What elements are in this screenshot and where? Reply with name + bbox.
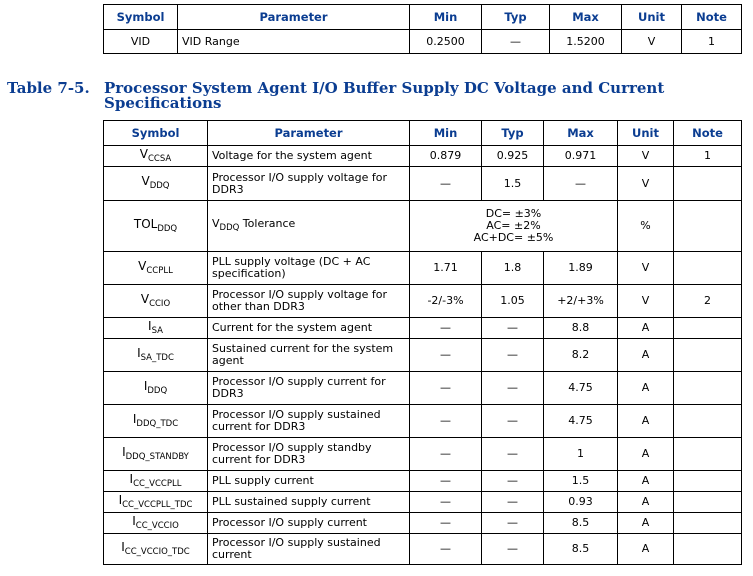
- cell-symbol: $I_{DDQ\_TDC}$: [104, 405, 208, 438]
- header-min: Min: [410, 5, 482, 30]
- cell-min: —: [410, 534, 482, 565]
- header-note: Note: [682, 5, 742, 30]
- cell-parameter: Processor I/O supply sustained current for DDR3: [208, 405, 410, 438]
- cell-min: —: [410, 339, 482, 372]
- cell-max: 8.2: [544, 339, 618, 372]
- table-number: Table 7-5.: [7, 79, 90, 97]
- cell-symbol: $I_{CC\_VCCIO}$: [104, 513, 208, 534]
- cell-max: 4.75: [544, 372, 618, 405]
- table-row: [104, 534, 742, 565]
- cell-parameter: Processor I/O supply sustained current: [208, 534, 410, 565]
- table-row: [104, 252, 742, 285]
- cell-symbol: $I_{SA\_TDC}$: [104, 339, 208, 372]
- cell-symbol: $I_{DDQ}$: [104, 372, 208, 405]
- table-row: [104, 405, 742, 438]
- cell-parameter: PLL supply voltage (DC + AC specification): [208, 252, 410, 285]
- cell-min: —: [410, 405, 482, 438]
- cell-parameter: PLL supply current: [208, 471, 410, 492]
- cell-typ: —: [482, 30, 550, 54]
- cell-typ: 1.8: [482, 252, 544, 285]
- table-row: [104, 372, 742, 405]
- cell-note: [674, 372, 742, 405]
- cell-symbol: $I_{DDQ\_STANDBY}$: [104, 438, 208, 471]
- cell-note: [674, 201, 742, 252]
- cell-note: [674, 405, 742, 438]
- table-row: [104, 339, 742, 372]
- cell-note: [674, 438, 742, 471]
- cell-max: 1.89: [544, 252, 618, 285]
- cell-min: 1.71: [410, 252, 482, 285]
- spec-table: [103, 120, 742, 565]
- cell-max: 8.8: [544, 318, 618, 339]
- cell-symbol: $I_{CC\_VCCIO\_TDC}$: [104, 534, 208, 565]
- cell-symbol: $V_{CCSA}$: [104, 146, 208, 167]
- cell-unit: A: [618, 513, 674, 534]
- header-row: [104, 121, 742, 146]
- header-parameter: Parameter: [178, 5, 410, 30]
- cell-note: 1: [682, 30, 742, 54]
- cell-max: 0.93: [544, 492, 618, 513]
- cell-unit: A: [618, 318, 674, 339]
- cell-typ: —: [482, 513, 544, 534]
- vid-table: [103, 4, 742, 54]
- cell-note: [674, 167, 742, 201]
- cell-max: 0.971: [544, 146, 618, 167]
- cell-parameter: Processor I/O supply current for DDR3: [208, 372, 410, 405]
- cell-symbol: $V_{CCPLL}$: [104, 252, 208, 285]
- cell-max: 1.5: [544, 471, 618, 492]
- cell-symbol: $I_{CC\_VCCPLL}$: [104, 471, 208, 492]
- cell-unit: A: [618, 405, 674, 438]
- cell-min: —: [410, 438, 482, 471]
- cell-parameter: Processor I/O supply voltage for other than DDR3: [208, 285, 410, 318]
- cell-parameter: Voltage for the system agent: [208, 146, 410, 167]
- cell-symbol: $TOL_{DDQ}$: [104, 201, 208, 252]
- cell-symbol: $I_{SA}$: [104, 318, 208, 339]
- table-row: [104, 167, 742, 201]
- header-typ: Typ: [482, 121, 544, 146]
- table-row: [104, 285, 742, 318]
- cell-unit: %: [618, 201, 674, 252]
- cell-typ: —: [482, 318, 544, 339]
- header-max: Max: [550, 5, 622, 30]
- cell-symbol: $V_{CCIO}$: [104, 285, 208, 318]
- cell-unit: A: [618, 372, 674, 405]
- cell-typ: —: [482, 405, 544, 438]
- cell-unit: A: [618, 438, 674, 471]
- cell-max: 8.5: [544, 534, 618, 565]
- cell-note: [674, 339, 742, 372]
- header-symbol: Symbol: [104, 5, 178, 30]
- cell-note: [674, 318, 742, 339]
- cell-parameter: Processor I/O supply standby current for DDR3: [208, 438, 410, 471]
- cell-typ: —: [482, 492, 544, 513]
- cell-typ: 1.5: [482, 167, 544, 201]
- cell-min: —: [410, 318, 482, 339]
- cell-typ: —: [482, 534, 544, 565]
- cell-max: 1: [544, 438, 618, 471]
- cell-parameter: $V_{DDQ}$ Tolerance: [208, 201, 410, 252]
- header-min: Min: [410, 121, 482, 146]
- header-typ: Typ: [482, 5, 550, 30]
- cell-typ: —: [482, 339, 544, 372]
- cell-symbol: $V_{DDQ}$: [104, 167, 208, 201]
- cell-typ: —: [482, 438, 544, 471]
- header-parameter: Parameter: [208, 121, 410, 146]
- table-title: Processor System Agent I/O Buffer Supply DC Voltage and Current Specifications: [104, 79, 665, 112]
- cell-parameter: Processor I/O supply voltage for DDR3: [208, 167, 410, 201]
- header-note: Note: [674, 121, 742, 146]
- table-row: [104, 30, 742, 54]
- cell-unit: A: [618, 534, 674, 565]
- cell-max: +2/+3%: [544, 285, 618, 318]
- table-row: [104, 513, 742, 534]
- cell-note: 2: [674, 285, 742, 318]
- cell-unit: V: [618, 167, 674, 201]
- cell-symbol: $I_{CC\_VCCPLL\_TDC}$: [104, 492, 208, 513]
- header-unit: Unit: [622, 5, 682, 30]
- cell-unit: V: [618, 252, 674, 285]
- header-row: [104, 5, 742, 30]
- cell-min: 0.2500: [410, 30, 482, 54]
- cell-min: —: [410, 513, 482, 534]
- cell-min: —: [410, 167, 482, 201]
- cell-typ: 0.925: [482, 146, 544, 167]
- cell-note: 1: [674, 146, 742, 167]
- cell-unit: A: [618, 471, 674, 492]
- cell-typ: —: [482, 372, 544, 405]
- table-row: [104, 471, 742, 492]
- cell-typ: 1.05: [482, 285, 544, 318]
- cell-parameter: Sustained current for the system agent: [208, 339, 410, 372]
- cell-max: —: [544, 167, 618, 201]
- cell-unit: V: [622, 30, 682, 54]
- cell-unit: V: [618, 285, 674, 318]
- cell-parameter: VID Range: [178, 30, 410, 54]
- table-row: [104, 438, 742, 471]
- table-row: [104, 492, 742, 513]
- cell-parameter: Current for the system agent: [208, 318, 410, 339]
- header-unit: Unit: [618, 121, 674, 146]
- table-row: [104, 146, 742, 167]
- header-symbol: Symbol: [104, 121, 208, 146]
- cell-min: —: [410, 492, 482, 513]
- cell-note: [674, 513, 742, 534]
- cell-min: -2/-3%: [410, 285, 482, 318]
- header-max: Max: [544, 121, 618, 146]
- cell-min: —: [410, 471, 482, 492]
- cell-max: 1.5200: [550, 30, 622, 54]
- table-row: [104, 318, 742, 339]
- cell-parameter: Processor I/O supply current: [208, 513, 410, 534]
- cell-min: —: [410, 372, 482, 405]
- cell-typ: —: [482, 471, 544, 492]
- cell-max: 8.5: [544, 513, 618, 534]
- cell-unit: A: [618, 339, 674, 372]
- cell-unit: V: [618, 146, 674, 167]
- cell-note: [674, 252, 742, 285]
- table-row: [104, 201, 742, 252]
- cell-note: [674, 492, 742, 513]
- cell-tolerance: DC= ±3% AC= ±2% AC+DC= ±5%: [410, 201, 618, 252]
- cell-max: 4.75: [544, 405, 618, 438]
- cell-min: 0.879: [410, 146, 482, 167]
- cell-note: [674, 471, 742, 492]
- cell-symbol: VID: [104, 30, 178, 54]
- cell-unit: A: [618, 492, 674, 513]
- cell-parameter: PLL sustained supply current: [208, 492, 410, 513]
- cell-note: [674, 534, 742, 565]
